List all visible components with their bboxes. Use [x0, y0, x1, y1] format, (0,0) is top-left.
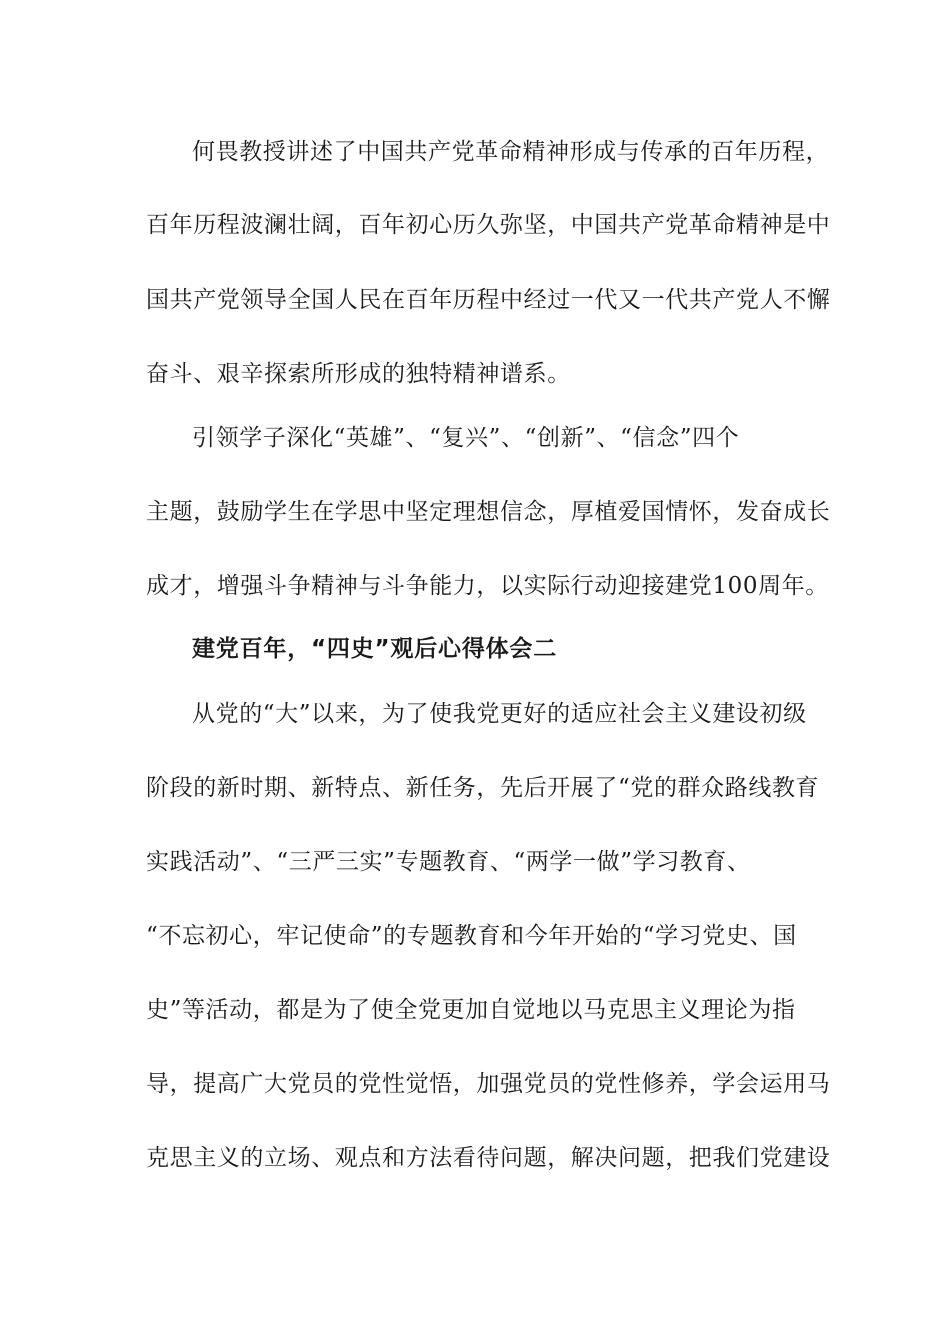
paragraph-2-line-2: 主题，鼓励学生在学思中坚定理想信念，厚植爱国情怀，发奋成长: [146, 499, 831, 525]
paragraph-1-line-1: 何畏教授讲述了中国共产党革命精神形成与传承的百年历程，: [192, 139, 830, 165]
paragraph-3-line-2: 阶段的新时期、新特点、新任务，先后开展了“党的群众路线教育: [146, 775, 820, 801]
paragraph-3-line-5: 史”等活动，都是为了使全党更加自觉地以马克思主义理论为指: [146, 997, 796, 1023]
paragraph-1-line-2: 百年历程波澜壮阔，百年初心历久弥坚，中国共产党革命精神是中: [146, 212, 831, 238]
paragraph-1-line-4: 奋斗、艰辛探索所形成的独特精神谱系。: [146, 361, 571, 387]
paragraph-3-line-4: “不忘初心，牢记使命”的专题教育和今年开始的“学习党史、国: [146, 923, 797, 949]
paragraph-3-line-6: 导，提高广大党员的党性觉悟，加强党员的党性修养，学会运用马: [146, 1071, 831, 1097]
paragraph-3-line-7: 克思主义的立场、观点和方法看待问题，解决问题，把我们党建设: [146, 1145, 831, 1171]
section-heading: 建党百年，“四史”观后心得体会二: [192, 636, 558, 662]
paragraph-2-line-1: 引领学子深化“英雄”、“复兴”、“创新”、“信念”四个: [192, 425, 740, 451]
paragraph-1-line-3: 国共产党领导全国人民在百年历程中经过一代又一代共产党人不懈: [146, 287, 831, 313]
paragraph-2-line-3: 成才，增强斗争精神与斗争能力，以实际行动迎接建党100周年。: [146, 573, 829, 599]
paragraph-3-line-1: 从党的“大”以来，为了使我党更好的适应社会主义建设初级: [192, 701, 807, 727]
paragraph-3-line-3: 实践活动”、“三严三实”专题教育、“两学一做”学习教育、: [146, 849, 751, 875]
